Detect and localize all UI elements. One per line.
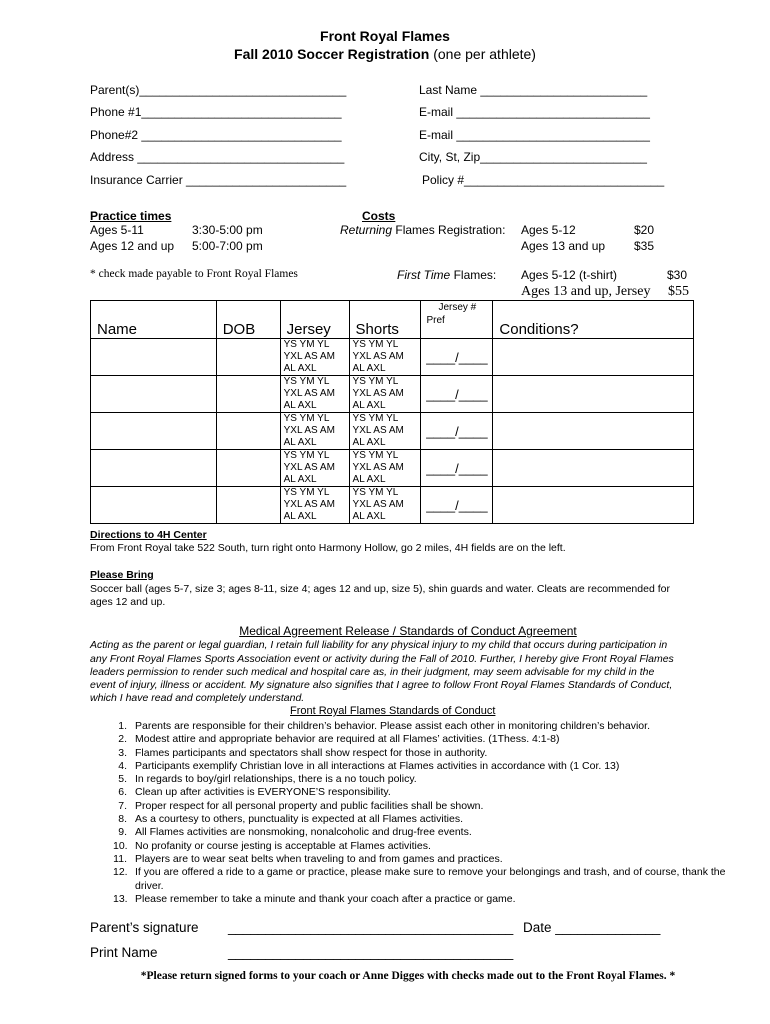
size-options: YXL AS AM bbox=[283, 499, 335, 510]
standard-number: 1. bbox=[118, 720, 127, 732]
standard-number: 12. bbox=[113, 866, 128, 879]
email2-field[interactable]: E-mail _____________________________ bbox=[419, 128, 650, 142]
jersey-pref-cell[interactable] bbox=[421, 376, 493, 413]
size-options: AL AXL bbox=[352, 363, 386, 374]
standard-item bbox=[113, 720, 735, 733]
standard-item bbox=[113, 786, 735, 799]
pref-header-line2: Pref bbox=[426, 315, 445, 326]
size-options: YXL AS AM bbox=[352, 388, 404, 399]
size-options: YS YM YL bbox=[283, 413, 330, 424]
size-options: YS YM YL bbox=[283, 339, 330, 350]
phone1-field[interactable]: Phone #1______________________________ bbox=[90, 105, 342, 119]
standard-text: Flames participants and spectators shall show respect for those in authority. bbox=[135, 746, 488, 759]
col-pref-header bbox=[421, 301, 493, 339]
shorts-size-cell[interactable] bbox=[349, 413, 421, 450]
subtitle-bold: Fall 2010 Soccer Registration bbox=[234, 46, 430, 62]
subtitle-rest: (one per athlete) bbox=[429, 46, 536, 62]
parents-field[interactable]: Parent(s)_______________________________ bbox=[90, 83, 347, 97]
conditions-cell[interactable] bbox=[493, 339, 694, 376]
first-time-rest: Flames: bbox=[450, 268, 497, 282]
jersey-size-cell[interactable] bbox=[280, 413, 349, 450]
col-conditions-header: Conditions? bbox=[493, 301, 694, 339]
bring-line2: ages 12 and up. bbox=[90, 596, 166, 608]
table-row bbox=[91, 487, 694, 524]
size-options: AL AXL bbox=[283, 437, 317, 448]
standard-text: In regards to boy/girl relationships, there is a no touch policy. bbox=[135, 773, 417, 786]
conditions-cell[interactable] bbox=[493, 450, 694, 487]
practice-time-2: 5:00-7:00 pm bbox=[192, 239, 263, 253]
print-name-label: Print Name bbox=[90, 945, 158, 960]
email1-field[interactable]: E-mail _____________________________ bbox=[419, 105, 650, 119]
standard-number: 2. bbox=[118, 733, 127, 746]
size-options: YS YM YL bbox=[352, 376, 399, 387]
standard-item bbox=[113, 747, 735, 760]
size-options: AL AXL bbox=[283, 363, 317, 374]
medical-heading: Medical Agreement Release / Standards of Conduct Agreement bbox=[239, 624, 577, 638]
standard-item bbox=[113, 733, 735, 746]
size-options: YXL AS AM bbox=[352, 462, 404, 473]
returning-label bbox=[340, 223, 505, 237]
size-options: AL AXL bbox=[352, 474, 386, 485]
standard-item bbox=[113, 826, 735, 839]
table-header-row bbox=[91, 301, 694, 339]
first-time-ages-2: Ages 13 and up, Jersey bbox=[521, 284, 651, 299]
jersey-pref-cell[interactable] bbox=[421, 339, 493, 376]
returning-rest: Flames Registration: bbox=[392, 223, 506, 237]
returning-ages-2: Ages 13 and up bbox=[521, 239, 606, 253]
standard-text: All Flames activities are nonsmoking, nonalcoholic and drug-free events. bbox=[135, 826, 472, 839]
directions-text: From Front Royal take 522 South, turn right onto Harmony Hollow, go 2 miles, 4H fields are on the left. bbox=[90, 542, 566, 554]
standard-text: If you are offered a ride to a game or practice, please make sure to remove your belongings and trash, and of course, thank the driver. bbox=[135, 866, 726, 892]
dob-cell[interactable] bbox=[216, 339, 280, 376]
standard-number: 13. bbox=[113, 892, 128, 905]
form-title: Front Royal Flames bbox=[320, 28, 450, 44]
pref-header-line1: Jersey # bbox=[438, 302, 477, 313]
jersey-size-cell[interactable] bbox=[280, 487, 349, 524]
practice-time-1: 3:30-5:00 pm bbox=[192, 223, 263, 237]
practice-heading: Practice times bbox=[90, 209, 172, 223]
col-name-header: Name bbox=[91, 301, 217, 339]
dob-cell[interactable] bbox=[216, 376, 280, 413]
size-options: YXL AS AM bbox=[352, 351, 404, 362]
standard-text: Proper respect for all personal property and public facilities shall be shown. bbox=[135, 799, 484, 812]
pref-blank: ____/____ bbox=[426, 386, 488, 402]
check-note: * check made payable to Front Royal Flames bbox=[90, 268, 298, 280]
returning-price-2: $35 bbox=[634, 239, 655, 253]
size-options: YS YM YL bbox=[352, 339, 399, 350]
standard-number: 4. bbox=[118, 759, 127, 772]
first-time-price-1: $30 bbox=[667, 268, 688, 282]
table-row bbox=[91, 376, 694, 413]
name-cell[interactable] bbox=[91, 487, 217, 524]
standards-list bbox=[113, 720, 735, 906]
shorts-size-cell[interactable] bbox=[349, 376, 421, 413]
shorts-size-cell[interactable] bbox=[349, 450, 421, 487]
first-time-ages-1: Ages 5-12 (t-shirt) bbox=[521, 268, 618, 282]
parent-signature-label: Parent’s signature bbox=[90, 920, 199, 935]
name-cell[interactable] bbox=[91, 339, 217, 376]
phone2-field[interactable]: Phone#2 ______________________________ bbox=[90, 128, 342, 142]
footer-note: *Please return signed forms to your coach or Anne Digges with checks made out to the Front Royal Flames. * bbox=[140, 970, 676, 982]
col-dob-header: DOB bbox=[216, 301, 280, 339]
pref-blank: ____/____ bbox=[426, 497, 488, 513]
standard-text: Clean up after activities is EVERYONE’S responsibility. bbox=[135, 786, 391, 799]
conditions-cell[interactable] bbox=[493, 376, 694, 413]
standard-number: 11. bbox=[113, 852, 127, 865]
form-subtitle bbox=[0, 46, 770, 62]
standard-item bbox=[113, 853, 735, 866]
first-time-label bbox=[397, 268, 496, 282]
name-cell[interactable] bbox=[91, 413, 217, 450]
size-options: YS YM YL bbox=[283, 450, 330, 461]
policy-field[interactable]: Policy #______________________________ bbox=[422, 173, 665, 187]
standard-text: As a courtesy to others, punctuality is expected at all Flames activities. bbox=[135, 813, 463, 826]
name-cell[interactable] bbox=[91, 450, 217, 487]
jersey-size-cell[interactable] bbox=[280, 339, 349, 376]
standard-number: 5. bbox=[118, 773, 127, 786]
conditions-cell[interactable] bbox=[493, 487, 694, 524]
practice-ages-1: Ages 5-11 bbox=[90, 223, 144, 237]
standard-text: Modest attire and appropriate behavior are required at all Flames’ activities. (1Thess. 4:1-8) bbox=[135, 733, 560, 746]
shorts-size-cell[interactable] bbox=[349, 339, 421, 376]
athlete-table bbox=[90, 300, 694, 524]
dob-cell[interactable] bbox=[216, 487, 280, 524]
pref-blank: ____/____ bbox=[426, 423, 488, 439]
table-row bbox=[91, 450, 694, 487]
jersey-size-cell[interactable] bbox=[280, 376, 349, 413]
insurance-field[interactable]: Insurance Carrier ________________________ bbox=[90, 173, 347, 187]
jersey-pref-cell[interactable] bbox=[421, 450, 493, 487]
last-name-field[interactable]: Last Name _________________________ bbox=[419, 83, 648, 97]
size-options: AL AXL bbox=[352, 400, 386, 411]
jersey-size-cell[interactable] bbox=[280, 450, 349, 487]
parent-signature-line[interactable]: ______________________________________ bbox=[228, 920, 514, 935]
pref-blank: ____/____ bbox=[426, 349, 488, 365]
jersey-pref-cell[interactable] bbox=[421, 413, 493, 450]
standard-number: 9. bbox=[118, 826, 127, 839]
standard-number: 6. bbox=[118, 786, 127, 799]
directions-heading: Directions to 4H Center bbox=[90, 529, 207, 541]
jersey-pref-cell[interactable] bbox=[421, 487, 493, 524]
size-options: AL AXL bbox=[283, 511, 317, 522]
first-time-price-2: $55 bbox=[668, 284, 689, 299]
standard-number: 10. bbox=[113, 839, 128, 852]
standard-text: No profanity or course jesting is acceptable at Flames activities. bbox=[135, 839, 431, 852]
bring-line1: Soccer ball (ages 5-7, size 3; ages 8-11, size 4; ages 12 and up, size 5), shin guards and water. Cleats are recommended for bbox=[90, 583, 670, 595]
date-field[interactable]: Date ______________ bbox=[523, 920, 661, 935]
standard-item bbox=[113, 813, 735, 826]
returning-italic: Returning bbox=[340, 223, 393, 237]
standard-text: Please remember to take a minute and thank your coach after a practice or game. bbox=[135, 892, 516, 905]
standard-item bbox=[113, 893, 735, 906]
col-jersey-header: Jersey bbox=[280, 301, 349, 339]
standard-text: Parents are responsible for their children’s behavior. Please assist each other in monitoring children’s behavior. bbox=[135, 720, 650, 732]
dob-cell[interactable] bbox=[216, 450, 280, 487]
medical-line2: any Front Royal Flames Sports Association event or activity during the Fall of 2010. Further, I hereby give Front Royal Flames bbox=[90, 653, 674, 665]
pref-blank: ____/____ bbox=[426, 460, 488, 476]
standard-text: Participants exemplify Christian love in all interactions at Flames activities in accordance with (1 Cor. 13) bbox=[135, 759, 620, 772]
city-field[interactable]: City, St, Zip_________________________ bbox=[419, 150, 647, 164]
address-field[interactable]: Address _______________________________ bbox=[90, 150, 345, 164]
size-options: YS YM YL bbox=[352, 413, 399, 424]
size-options: YS YM YL bbox=[352, 487, 399, 498]
conditions-cell[interactable] bbox=[493, 413, 694, 450]
size-options: YXL AS AM bbox=[283, 462, 335, 473]
dob-cell[interactable] bbox=[216, 413, 280, 450]
size-options: YXL AS AM bbox=[283, 351, 335, 362]
costs-heading: Costs bbox=[362, 209, 396, 223]
standard-item bbox=[113, 840, 735, 853]
medical-line4: event of injury, illness or accident. My signature also signifies that I agree to follow Front Royal Flames Standards of Conduct, bbox=[90, 679, 673, 691]
size-options: AL AXL bbox=[352, 511, 386, 522]
standards-heading: Front Royal Flames Standards of Conduct bbox=[290, 705, 496, 717]
returning-price-1: $20 bbox=[634, 223, 655, 237]
standard-item bbox=[113, 800, 735, 813]
col-shorts-header: Shorts bbox=[349, 301, 421, 339]
medical-line1: Acting as the parent or legal guardian, I retain full liability for any physical injury to my child that occurs during participation in bbox=[90, 639, 668, 651]
size-options: YS YM YL bbox=[283, 376, 330, 387]
size-options: YXL AS AM bbox=[352, 499, 404, 510]
size-options: YS YM YL bbox=[283, 487, 330, 498]
size-options: AL AXL bbox=[352, 437, 386, 448]
print-name-line[interactable]: ______________________________________ bbox=[228, 945, 514, 960]
standard-text: Players are to wear seat belts when traveling to and from games and practices. bbox=[135, 852, 503, 865]
standard-number: 3. bbox=[118, 746, 127, 759]
medical-line5: which I have read and completely understand. bbox=[90, 692, 305, 704]
size-options: AL AXL bbox=[283, 400, 317, 411]
size-options: YXL AS AM bbox=[352, 425, 404, 436]
standard-item bbox=[113, 760, 735, 773]
standard-number: 8. bbox=[118, 813, 127, 826]
size-options: YXL AS AM bbox=[283, 425, 335, 436]
name-cell[interactable] bbox=[91, 376, 217, 413]
practice-ages-2: Ages 12 and up bbox=[90, 239, 175, 253]
size-options: AL AXL bbox=[283, 474, 317, 485]
medical-line3: leaders permission to render such medical and hospital care as, in their judgment, may seem advisable for my child in the bbox=[90, 666, 655, 678]
table-row bbox=[91, 339, 694, 376]
shorts-size-cell[interactable] bbox=[349, 487, 421, 524]
standard-number: 7. bbox=[118, 799, 127, 812]
standard-item bbox=[113, 773, 735, 786]
size-options: YS YM YL bbox=[352, 450, 399, 461]
first-time-italic: First Time bbox=[397, 268, 451, 282]
size-options: YXL AS AM bbox=[283, 388, 335, 399]
standard-item bbox=[113, 866, 735, 893]
table-row bbox=[91, 413, 694, 450]
bring-heading: Please Bring bbox=[90, 569, 154, 581]
returning-ages-1: Ages 5-12 bbox=[521, 223, 576, 237]
